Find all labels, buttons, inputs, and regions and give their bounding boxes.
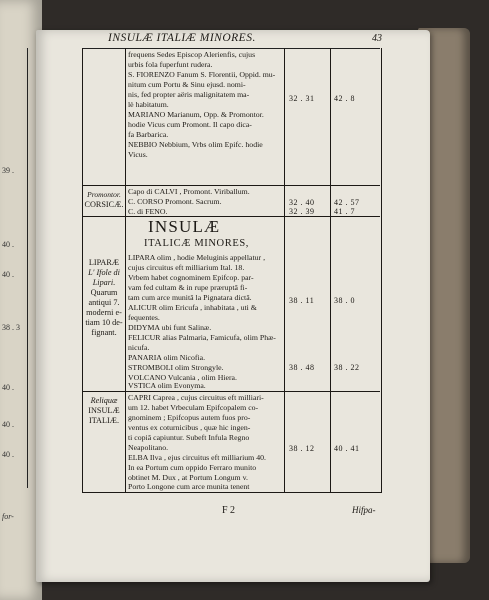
- section-subtitle: ITALICÆ MINORES,: [144, 238, 250, 249]
- page-number: 43: [372, 33, 382, 44]
- latitude-value: 32 . 31: [289, 94, 315, 103]
- entry-line: S. FIORENZO Fanum S. Florentii, Oppid. mu-: [128, 70, 276, 79]
- left-page-mark: 40 .: [2, 270, 14, 279]
- section-title: INSULÆ: [148, 217, 221, 236]
- entry-line: Vicus.: [128, 150, 148, 159]
- column-divider-label: [125, 48, 126, 492]
- promontory-label-line: CORSICÆ.: [84, 200, 124, 209]
- entry-line: STROMBOLI olim Strongyle.: [128, 363, 224, 372]
- entry-line: PANARIA olim Nicofia.: [128, 353, 206, 362]
- entry-line: C. di FENO.: [128, 207, 168, 216]
- left-page-mark: 40 .: [2, 383, 14, 392]
- reliquae-label-line: INSULÆ: [88, 406, 120, 415]
- entry-line: ELBA Ilva , ejus circuitus eft milliarium 40.: [128, 453, 266, 462]
- promontory-label-line: Promontor.: [87, 190, 121, 199]
- latitude-value: 38 . 11: [289, 296, 315, 305]
- entry-line: FELICUR alias Palmaria, Famicufa, olim Phæ-: [128, 333, 276, 342]
- liparae-label-line: Quarum: [90, 288, 118, 297]
- reliquae-label-line: Reliquæ: [90, 396, 118, 405]
- entry-line: CAPRI Caprea , cujus circuitus eft milliari-: [128, 393, 264, 402]
- entry-line: ti copiâ capiuntur. Subeft Infula Regno: [128, 433, 250, 442]
- row-divider: [82, 391, 380, 392]
- entry-line: frequens Sedes Episcop Alerienfis, cujus: [128, 50, 256, 59]
- entry-line: ALICUR olim Ericufa , inhabitata , uti &: [128, 303, 257, 312]
- entry-line: ventus ex coturnicibus , quæ hic ingen-: [128, 423, 251, 432]
- liparae-label-line: fignant.: [91, 328, 117, 337]
- left-page-mark: 40 .: [2, 420, 14, 429]
- entry-line: NEBBIO Nebbium, Vrbs olim Epifc. hodie: [128, 140, 263, 149]
- entry-line: fequentes.: [128, 313, 160, 322]
- liparae-label-line: LIPARÆ: [88, 258, 120, 267]
- entry-line: urbis fola fuperfunt rudera.: [128, 60, 213, 69]
- longitude-value: 42 . 57: [334, 198, 360, 207]
- liparae-label-line: tiam 10 de-: [85, 318, 123, 327]
- catchword: Hifpa-: [352, 505, 376, 515]
- row-divider: [82, 185, 380, 186]
- longitude-value: 40 . 41: [334, 444, 360, 453]
- liparae-label-line: Lipari.: [92, 278, 116, 287]
- entry-line: gnominem ; Epifcopus autem fuos pro-: [128, 413, 251, 422]
- entry-line: DIDYMA ubi funt Salinæ.: [128, 323, 212, 332]
- entry-line: LIPARA olim , hodie Meluginis appellatur ,: [128, 253, 266, 262]
- entry-line: Vrbem habet cognominem Epifcop. par-: [128, 273, 254, 282]
- entry-line: VSTICA olim Evonyma.: [128, 381, 206, 390]
- longitude-value: 38 . 22: [334, 363, 360, 372]
- entry-line: lè habitatum.: [128, 100, 169, 109]
- column-divider-numbers: [330, 48, 331, 492]
- latitude-value: 32 . 40: [289, 198, 315, 207]
- liparae-label-line: L' Ifole di: [88, 268, 120, 277]
- liparae-label-line: antiqui 7.: [88, 298, 120, 307]
- entry-line: tam cum arce munitâ la Pignatara dictâ.: [128, 293, 252, 302]
- entry-line: vam fed cultam & in rupe præruptâ fi-: [128, 283, 248, 292]
- entry-line: um 12. habet Vrbeculam Epifcopalem co-: [128, 403, 259, 412]
- entry-line: Neapolitano.: [128, 443, 169, 452]
- entry-line: nitum cum Portu & Sinu ejusd. nomi-: [128, 80, 246, 89]
- entry-line: obtinet M. Dux , at Portum Longum v.: [128, 473, 248, 482]
- entry-line: cujus circuitus eft milliarium Ital. 18.: [128, 263, 245, 272]
- entry-line: C. CORSO Promont. Sacrum.: [128, 197, 222, 206]
- left-page-mark: 38 . 3: [2, 323, 20, 332]
- latitude-value: 38 . 48: [289, 363, 315, 372]
- left-page-catchword: for-: [2, 512, 14, 521]
- entry-line: In ea Portum cum oppido Ferraro munito: [128, 463, 257, 472]
- entry-line: VOLCANO Vulcania , olim Hiera.: [128, 373, 237, 382]
- latitude-value: 38 . 12: [289, 444, 315, 453]
- reliquae-label-line: ITALIÆ.: [88, 416, 120, 425]
- left-page-mark: 40 .: [2, 240, 14, 249]
- left-page-rule: [27, 48, 28, 488]
- entry-line: fa Barbarica.: [128, 130, 169, 139]
- longitude-value: 42 . 8: [334, 94, 355, 103]
- column-divider-text: [284, 48, 285, 492]
- entry-line: nis, fed propter aëris malignitatem ma-: [128, 90, 250, 99]
- entry-line: Capo di CALVI , Promont. Viriballum.: [128, 187, 250, 196]
- entry-line: Porto Longone cum arce munita tenent: [128, 482, 250, 491]
- left-page-mark: 40 .: [2, 450, 14, 459]
- signature-mark: F 2: [222, 505, 236, 516]
- latitude-value: 32 . 39: [289, 207, 315, 216]
- running-head: INSULÆ ITALIÆ MINORES.: [108, 32, 256, 44]
- entry-line: MARIANO Marianum, Opp. & Promontor.: [128, 110, 264, 119]
- entry-line: nicufa.: [128, 343, 150, 352]
- liparae-label-line: moderni e-: [86, 308, 122, 317]
- entry-line: hodie Vicus cum Promont. Il capo dica-: [128, 120, 252, 129]
- longitude-value: 38 . 0: [334, 296, 355, 305]
- left-page-mark: 39 .: [2, 166, 14, 175]
- longitude-value: 41 . 7: [334, 207, 355, 216]
